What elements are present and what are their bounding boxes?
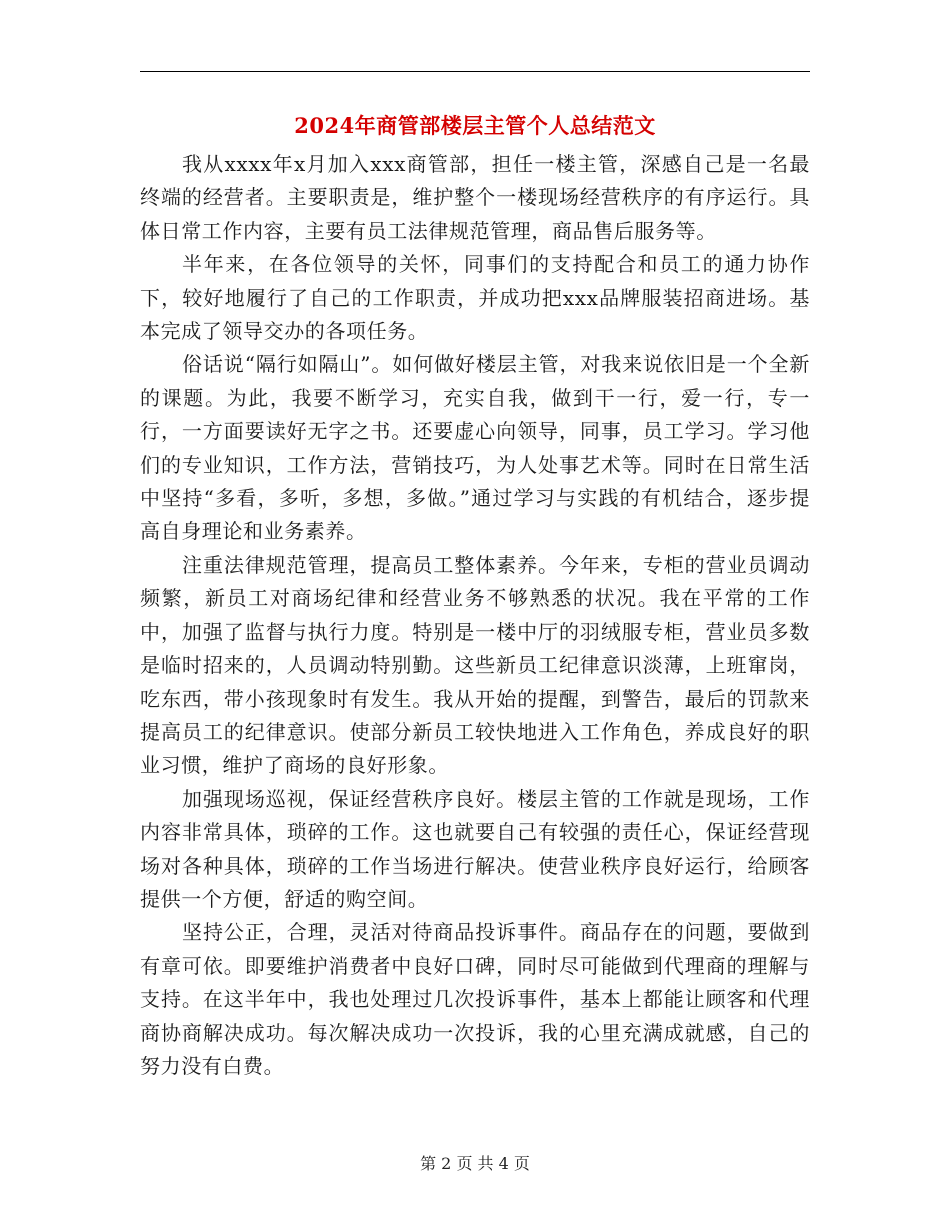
document-title: 2024年商管部楼层主管个人总结范文 [294,113,656,138]
paragraph-learning: 俗话说“隔行如隔山”。如何做好楼层主管，对我来说依旧是一个全新的课题。为此，我要不断学习，充实自我，做到干一行，爱一行，专一行，一方面要读好无字之书。还要虚心向领导，同事，员工学习。学习他们的专业知识，工作方法，营销技巧，为人处事艺术等。同时在日常生活中坚持“多看，多听，多想，多做。”通过学习与实践的有机结合，逐步提高自身理论和业务素养。 [140,352,810,544]
paragraph-legal-management: 注重法律规范管理，提高员工整体素养。今年来，专柜的营业员调动频繁，新员工对商场纪律和经营业务不够熟悉的状况。我在平常的工作中，加强了监督与执行力度。特别是一楼中厅的羽绒服专柜，营业员多数是临时招来的，人员调动特别勤。这些新员工纪律意识淡薄，上班窜岗，吃东西，带小孩现象时有发生。我从开始的提醒，到警告，最后的罚款来提高员工的纪律意识。使部分新员工较快地进入工作角色，养成良好的职业习惯，维护了商场的良好形象。 [140,552,810,778]
document-body [140,148,810,1083]
header-rule [140,71,810,72]
paragraph-intro: 我从xxxx年x月加入xxx商管部，担任一楼主管，深感自己是一名最终端的经营者。主要职责是，维护整个一楼现场经营秩序的有序运行。具体日常工作内容，主要有员工法律规范管理，商品售后服务等。 [140,152,810,243]
paragraph-half-year: 半年来，在各位领导的关怀，同事们的支持配合和员工的通力协作下，较好地履行了自己的工作职责，并成功把xxx品牌服装招商进场。基本完成了领导交办的各项任务。 [140,252,810,344]
paragraph-site-inspection: 加强现场巡视，保证经营秩序良好。楼层主管的工作就是现场，工作内容非常具体，琐碎的工作。这也就要自己有较强的责任心，保证经营现场对各种具体，琐碎的工作当场进行解决。使营业秩序良好运行，给顾客提供一个方便，舒适的购空间。 [140,786,810,911]
paragraph-complaints: 坚持公正，合理，灵活对待商品投诉事件。商品存在的问题，要做到有章可依。即要维护消费者中良好口碑，同时尽可能做到代理商的理解与支持。在这半年中，我也处理过几次投诉事件，基本上都能让顾客和代理商协商解决成功。每次解决成功一次投诉，我的心里充满成就感，自己的努力没有白费。 [140,920,810,1078]
page-footer: 第 2 页 共 4 页 [420,1154,530,1173]
